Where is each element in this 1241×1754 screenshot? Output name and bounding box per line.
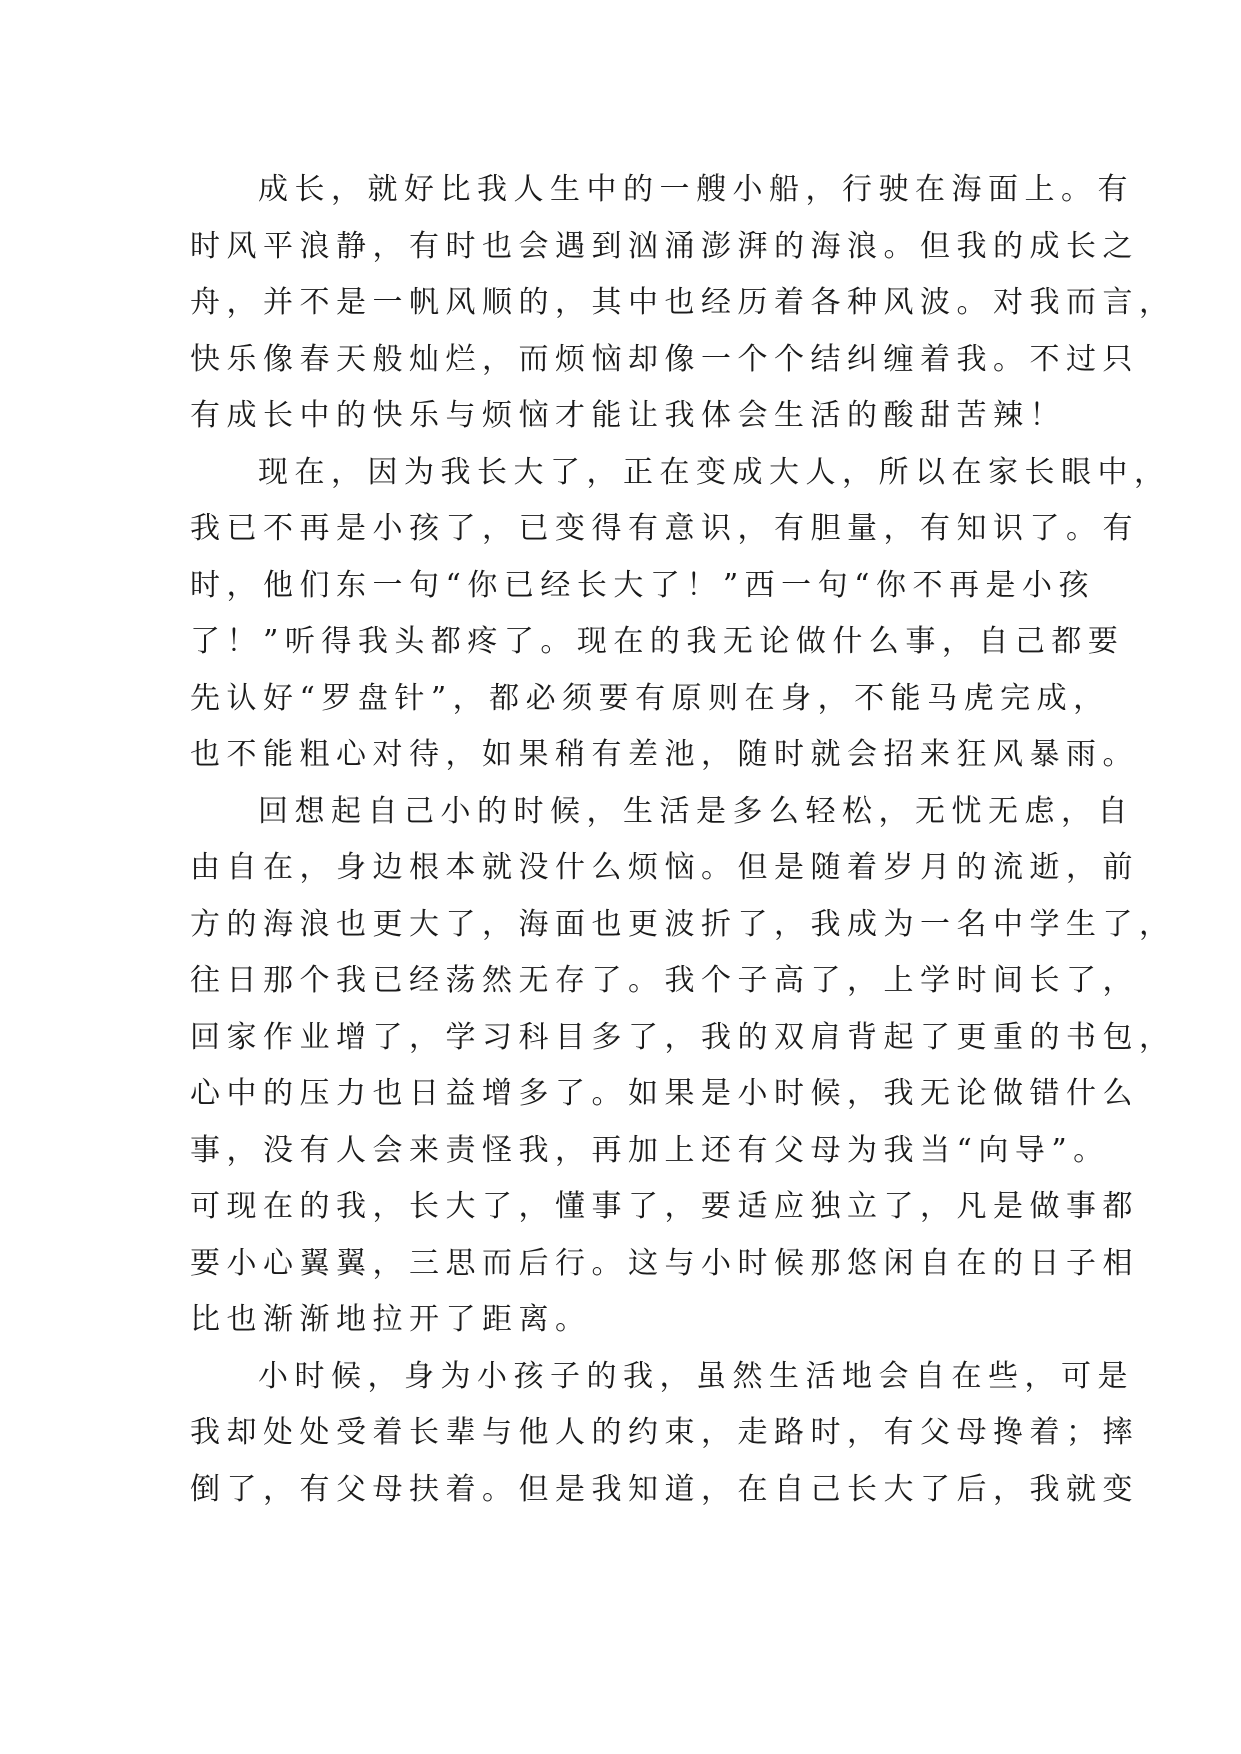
- text-line: 由自在，身边根本就没什么烦恼。但是随着岁月的流逝，前: [190, 850, 1139, 885]
- text-line: 小时候，身为小孩子的我，虽然生活地会自在些，可是: [258, 1358, 1134, 1394]
- text-line: 往日那个我已经荡然无存了。我个子高了，上学时间长了，: [190, 963, 1139, 998]
- paragraph-3: [190, 784, 1176, 1349]
- text-line: 时，他们东一句“你已经长大了！”西一句“你不再是小孩: [190, 567, 1096, 603]
- text-line: 时风平浪静，有时也会遇到汹涌澎湃的海浪。但我的成长之: [190, 228, 1139, 264]
- essay-body: [190, 162, 1176, 1518]
- text-line: 成长，就好比我人生中的一艘小船，行驶在海面上。有: [258, 172, 1134, 207]
- text-line: 心中的压力也日益增多了。如果是小时候，我无论做错什么: [190, 1076, 1139, 1111]
- paragraph-1: [190, 162, 1176, 445]
- text-line: 倒了，有父母扶着。但是我知道，在自己长大了后，我就变: [190, 1471, 1139, 1507]
- text-line: 回想起自己小的时候，生活是多么轻松，无忧无虑，自: [258, 793, 1134, 829]
- text-line: 舟，并不是一帆风顺的，其中也经历着各种风波。对我而言，: [190, 285, 1176, 320]
- text-line: 我已不再是小孩了，已变得有意识，有胆量，有知识了。有: [190, 511, 1139, 546]
- text-line: 比也渐渐地拉开了距离。: [190, 1302, 592, 1337]
- text-line: 回家作业增了，学习科目多了，我的双肩背起了更重的书包，: [190, 1019, 1176, 1055]
- text-line: 也不能粗心对待，如果稍有差池，随时就会招来狂风暴雨。: [190, 737, 1139, 772]
- paragraph-2: [190, 445, 1171, 784]
- paragraph-4: [190, 1349, 1139, 1519]
- text-line: 先认好“罗盘针”，都必须要有原则在身，不能马虎完成，: [190, 680, 1110, 716]
- text-line: 方的海浪也更大了，海面也更波折了，我成为一名中学生了，: [190, 906, 1176, 942]
- text-line: 现在，因为我长大了，正在变成大人，所以在家长眼中，: [258, 454, 1171, 490]
- text-line: 有成长中的快乐与烦恼才能让我体会生活的酸甜苦辣！: [190, 398, 1066, 433]
- text-line: 要小心翼翼，三思而后行。这与小时候那悠闲自在的日子相: [190, 1245, 1139, 1281]
- text-line: 可现在的我，长大了，懂事了，要适应独立了，凡是做事都: [190, 1189, 1139, 1224]
- text-line: 事，没有人会来责怪我，再加上还有父母为我当“向导”。: [190, 1132, 1110, 1168]
- text-line: 快乐像春天般灿烂，而烦恼却像一个个结纠缠着我。不过只: [190, 341, 1139, 377]
- text-line: 我却处处受着长辈与他人的约束，走路时，有父母搀着；摔: [190, 1415, 1139, 1450]
- text-line: 了！”听得我头都疼了。现在的我无论做什么事，自己都要: [190, 624, 1125, 659]
